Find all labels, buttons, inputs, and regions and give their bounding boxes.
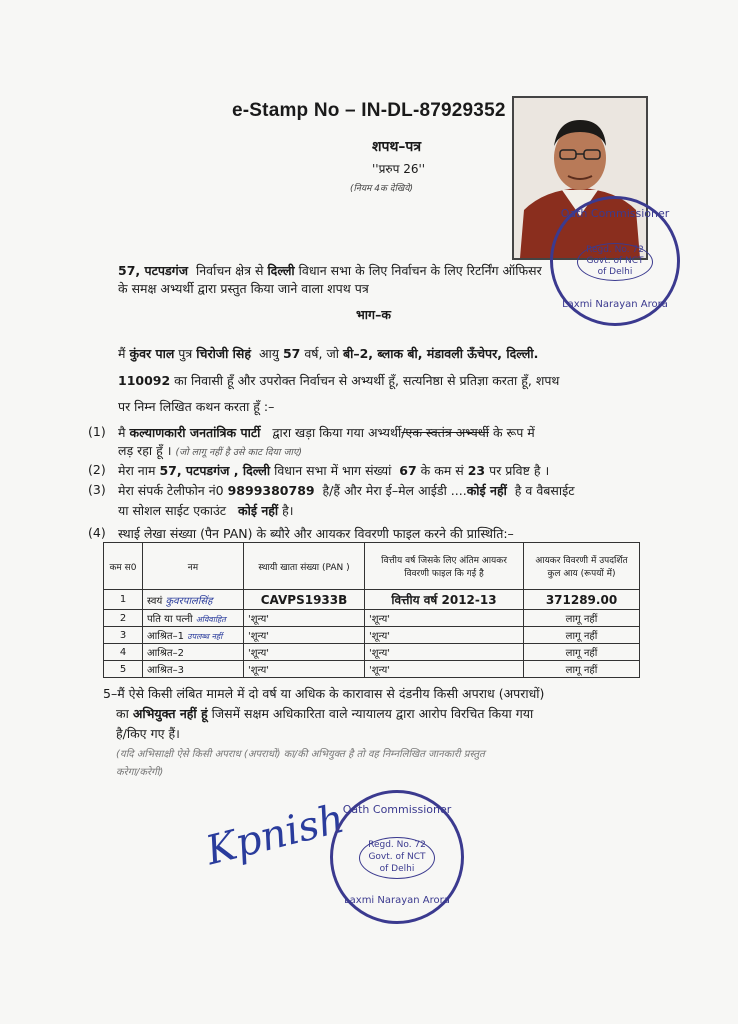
- table-cell: 4: [104, 644, 143, 661]
- table-cell: 2: [104, 610, 143, 627]
- table-cell: वित्तीय वर्ष 2012-13: [365, 590, 524, 610]
- table-header: आयकर विवरणी में उपदर्शित कुल आय (रूपयों में): [524, 543, 640, 590]
- table-cell: 371289.00: [524, 590, 640, 610]
- item-1-number: (1): [88, 424, 106, 439]
- table-header-row: [104, 543, 640, 590]
- table-cell: 5: [104, 661, 143, 678]
- table-header: नम: [143, 543, 244, 590]
- table-cell: आश्रित–3: [143, 661, 244, 678]
- item-2-text: मेरा नाम 57, पटपडगंज , दिल्ली विधान सभा में भाग संख्यां 67 के कम सं 23 पर प्रविष्ट है ।: [118, 463, 550, 478]
- item-1-line-1: मै कल्याणकारी जनतांत्रिक पार्टी द्वारा खड़ा किया गया अभ्यर्थी/एक स्वतंत्र अभ्यर्थी के रूप में: [118, 425, 535, 440]
- item-3-line-1: मेरा संपर्क टेलीफोन नं0 9899380789 है/हैं और मेरा ई–मेल आईडी ....कोई नहीं है व वैबसाईट: [118, 483, 575, 498]
- table-row: [104, 590, 640, 610]
- item-5-line-1: 5–मैं ऐसे किसी लंबित मामले में दो वर्ष या अधिक के कारावास से दंडनीय किसी अपराध (अपराधों): [103, 686, 545, 701]
- item-3-line-2: या सोशल साईट एकाउंट कोई नहीं है।: [118, 503, 294, 518]
- table-cell: 'शून्य': [365, 661, 524, 678]
- table-cell: आश्रित–1 उपलब्ध नहीं: [143, 627, 244, 644]
- intro-line-2: के समक्ष अभ्यर्थी द्वारा प्रस्तुत किया जाने वाला शपथ पत्र: [118, 281, 369, 296]
- declaration-line-1: मैं कुंवर पाल पुत्र चिरोजी सिहं आयु 57 वर्ष, जो बी–2, ब्लाक बी, मंडावली ऊँचेपर, दिल्ली.: [118, 346, 539, 361]
- item-5-line-3: है/किए गए हैं।: [116, 726, 180, 741]
- intro-line-1: 57, पटपडगंज निर्वाचन क्षेत्र से दिल्ली विधान सभा के लिए निर्वाचन के लिए रिटर्निंग ऑफिसर: [118, 263, 542, 278]
- item-2-number: (2): [88, 462, 106, 477]
- item-1-line-2: लड़ रहा हूँ । (जो लागू नहीं है उसे काट दिया जाए): [118, 443, 302, 458]
- table-cell: CAVPS1933B: [244, 590, 365, 610]
- item-5-line-2: का अभियुक्त नहीं हूं जिसमें सक्षम अधिकारिता वाले न्यायालय द्वारा आरोप विरचित किया गया: [116, 706, 534, 721]
- table-cell: लागू नहीं: [524, 610, 640, 627]
- table-cell: लागू नहीं: [524, 627, 640, 644]
- handwritten-note: उपलब्ध नहीं: [187, 632, 223, 641]
- handwritten-note: अविवाहित: [195, 615, 226, 624]
- table-row: [104, 610, 640, 627]
- signature: Kpnish: [201, 795, 349, 875]
- table-cell: 'शून्य': [244, 627, 365, 644]
- table-cell: लागू नहीं: [524, 661, 640, 678]
- table-row: [104, 661, 640, 678]
- table-cell: 'शून्य': [365, 610, 524, 627]
- form-number: ''प्ररुप 26'': [372, 162, 426, 176]
- table-row: [104, 627, 640, 644]
- part-heading: भाग–क: [356, 307, 391, 322]
- handwritten-name: कुवरपालसिंह: [165, 595, 213, 607]
- document-title: शपथ–पत्र: [372, 139, 422, 155]
- table-cell: 1: [104, 590, 143, 610]
- declaration-line-2: 110092 का निवासी हूँ और उपरोक्त निर्वाचन से अभ्यर्थी हूँ, सत्यनिष्ठा से प्रतिज्ञा करता हूँ, शपथ: [118, 373, 560, 388]
- table-header: स्थायी खाता संख्या (PAN ): [244, 543, 365, 590]
- table-cell: 3: [104, 627, 143, 644]
- item-4-number: (4): [88, 525, 106, 540]
- table-cell: 'शून्य': [365, 644, 524, 661]
- declaration-line-3: पर निम्न लिखित कथन करता हूँ :–: [118, 399, 275, 414]
- rule-reference: (नियम 4क देखिये): [350, 184, 414, 194]
- item-5-note-1: (यदि अभिसाक्षी ऐसे किसी अपराध (अपराधों) का/की अभियुक्त है तो वह निम्नलिखित जानकारी प्रस्तुत: [116, 749, 485, 760]
- table-cell: 'शून्य': [244, 610, 365, 627]
- table-row: [104, 644, 640, 661]
- item-5-note-2: करेगा/करेगी): [116, 767, 164, 778]
- table-cell: लागू नहीं: [524, 644, 640, 661]
- table-cell: आश्रित–2: [143, 644, 244, 661]
- table-header: वित्तीय वर्ष जिसके लिए अंतिम आयकर विवरणी फाइल कि गई है: [365, 543, 524, 590]
- table-cell: 'शून्य': [244, 661, 365, 678]
- item-4-text: स्थाई लेखा संख्या (पैन PAN) के ब्यौरे और आयकर विवरणी फाइल करने की प्रास्थिति:–: [118, 526, 514, 541]
- table-cell: 'शून्य': [365, 627, 524, 644]
- item-3-number: (3): [88, 482, 106, 497]
- table-cell: पति या पत्नी अविवाहित: [143, 610, 244, 627]
- pan-details-table: [103, 542, 640, 678]
- oath-commissioner-stamp-top: Oath Commissioner Regd. No. 72 Govt. of NCT of Delhi Laxmi Narayan Arora: [550, 196, 680, 326]
- oath-commissioner-stamp: Oath Commissioner Regd. No. 72 Govt. of NCT of Delhi Laxmi Narayan Arora: [330, 790, 464, 924]
- estamp-number: e-Stamp No – IN-DL-87929352: [232, 100, 506, 121]
- table-header: कम स0: [104, 543, 143, 590]
- table-cell: 'शून्य': [244, 644, 365, 661]
- table-cell: स्वयं कुवरपालसिंह: [143, 590, 244, 610]
